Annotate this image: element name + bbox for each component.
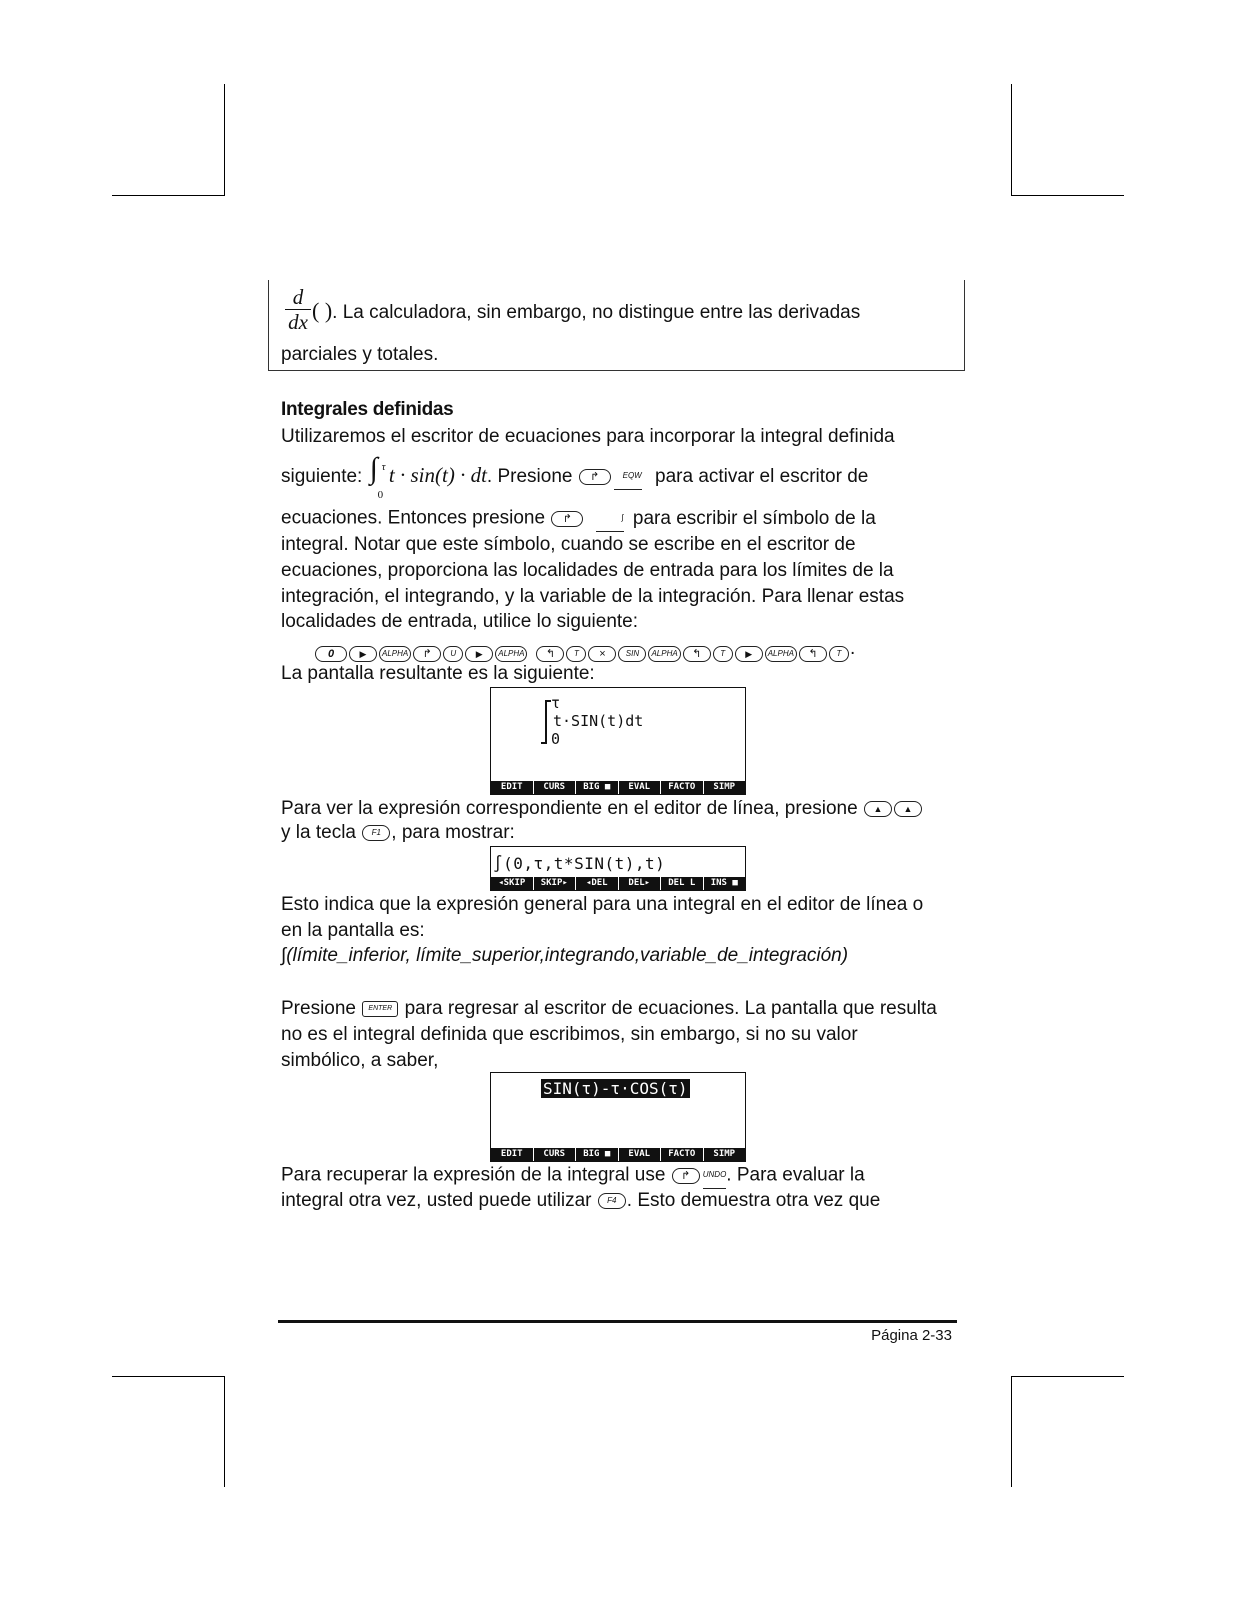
p6-line-1a: Para recuperar la expresión de la integral use <box>281 1164 666 1186</box>
p6-line-2 <box>281 1188 880 1214</box>
alpha-key-2[interactable]: ALPHA <box>495 646 527 662</box>
crop-mark-bl-h <box>112 1376 225 1377</box>
left-shift-key-3[interactable]: ↰ <box>799 646 827 662</box>
p5-line-1a: Presione <box>281 998 356 1019</box>
p4-line-1: Esto indica que la expresión general para una integral en el editor de línea o <box>281 894 924 915</box>
alpha-key-3[interactable]: ALPHA <box>648 646 680 662</box>
p1-siguiente: siguiente: <box>281 466 363 487</box>
resulting-screen-label: La pantalla resultante es la siguiente: <box>281 663 595 684</box>
p4-line-2: en la pantalla es: <box>281 920 425 941</box>
crop-mark-br-h <box>1011 1376 1124 1377</box>
p4-general-form: ∫(límite_inferior, límite_superior,integrando,variable_de_integración) <box>281 945 849 966</box>
softkey-edit[interactable]: EDIT <box>500 782 523 792</box>
softkey-facto-2[interactable]: FACTO <box>660 1148 703 1161</box>
screen2-softmenu <box>491 877 745 890</box>
note-line-1 <box>312 298 860 326</box>
crop-mark-tl-v <box>224 84 225 195</box>
right-shift-key[interactable]: ↱ <box>579 469 611 485</box>
p6-line-2b: . Esto demuestra otra vez que <box>626 1190 881 1211</box>
fraction-parens: ( ) <box>312 298 333 323</box>
softkey-del-line[interactable]: DEL L <box>660 877 703 890</box>
note-line-2: parciales y totales. <box>281 344 439 365</box>
fraction-denominator: dx <box>288 310 308 334</box>
integral-lower: 0 <box>377 489 384 501</box>
p2-line-4: integración, el integrando, y la variable de la integración. Para llenar estas <box>281 586 905 607</box>
softkey-skip-left[interactable]: ◂SKIP <box>498 878 526 888</box>
right-shift-key-4[interactable]: ↱ <box>672 1168 700 1184</box>
crop-mark-br-v <box>1011 1376 1012 1487</box>
screen1-lower-limit: 0 <box>551 730 561 748</box>
section-heading: Integrales definidas <box>281 399 454 420</box>
fraction-numerator: d <box>292 285 304 309</box>
softkey-ins[interactable]: INS ■ <box>703 877 746 890</box>
p2-line-2: integral. Notar que este símbolo, cuando se escribe en el escritor de <box>281 534 856 555</box>
p2-line-3: ecuaciones, proporciona las localidades de entrada para los límites de la <box>281 560 894 581</box>
t-key-2[interactable]: T <box>713 646 733 662</box>
calculator-screen-3 <box>490 1072 746 1162</box>
integral-formula-wrap <box>368 452 386 501</box>
note-line-1-text: . La calculadora, sin embargo, no distingue entre las derivadas <box>332 302 861 323</box>
softkey-edit-2[interactable]: EDIT <box>500 1149 523 1159</box>
page-number: Página 2-33 <box>871 1327 952 1344</box>
right-arrow-key-2[interactable]: ▶ <box>465 646 493 662</box>
softkey-simp-2[interactable]: SIMP <box>703 1148 746 1161</box>
times-key[interactable]: × <box>588 646 616 662</box>
softkey-curs-2[interactable]: CURS <box>533 1148 576 1161</box>
p3-line-2 <box>281 820 515 846</box>
p5-line-1 <box>281 996 937 1022</box>
screen1-integral-bottom-hook <box>541 742 547 744</box>
softkey-eval-2[interactable]: EVAL <box>618 1148 661 1161</box>
p5-line-3: simbólico, a saber, <box>281 1050 439 1071</box>
footer-rule <box>278 1320 957 1323</box>
p1-activate: para activar el escritor de <box>655 466 869 487</box>
alpha-key-4[interactable]: ALPHA <box>765 646 797 662</box>
sin-key[interactable]: SIN <box>618 646 646 662</box>
p2-line-1b: para escribir el símbolo de la <box>632 507 876 529</box>
screen1-integral-sign <box>545 700 547 744</box>
p3-line-2a: y la tecla <box>281 822 356 843</box>
p5-line-1b: para regresar al escritor de ecuaciones. La pantalla que resulta <box>404 998 937 1019</box>
calculator-screen-1 <box>490 687 746 795</box>
screen1-upper-limit: τ <box>551 694 561 712</box>
softkey-skip-right[interactable]: SKIP▸ <box>533 877 576 890</box>
softkey-big-2[interactable]: BIG ■ <box>575 1148 618 1161</box>
f4-key[interactable]: F4 <box>598 1193 626 1209</box>
softkey-facto[interactable]: FACTO <box>660 781 703 794</box>
right-arrow-key-3[interactable]: ▶ <box>735 646 763 662</box>
screen3-softmenu <box>491 1148 745 1161</box>
p1-presione: . Presione <box>486 466 573 487</box>
screen3-expression: SIN(τ)-τ·COS(τ) <box>543 1079 688 1098</box>
screen2-expression: ∫(0,τ,t*SIN(t),t) <box>493 854 666 873</box>
u-key[interactable]: U <box>443 646 463 662</box>
eqw-label: EQW <box>614 463 642 490</box>
p3-line-1 <box>281 796 923 822</box>
p3-line-2b: , para mostrar: <box>391 822 515 843</box>
t-key[interactable]: T <box>566 646 586 662</box>
crop-mark-tr-v <box>1011 84 1012 195</box>
p6-line-1b: . Para evaluar la <box>726 1164 865 1186</box>
softkey-curs[interactable]: CURS <box>533 781 576 794</box>
p1-line-2 <box>281 452 869 501</box>
crop-mark-tl-h <box>112 195 225 196</box>
calculator-screen-2 <box>490 846 746 891</box>
derivative-fraction <box>285 286 311 333</box>
alpha-key[interactable]: ALPHA <box>379 646 411 662</box>
up-arrow-key[interactable]: ▲ <box>864 801 892 817</box>
p2-line-1 <box>281 505 876 532</box>
screen1-softmenu <box>491 781 745 794</box>
integral-sign: ∫ <box>369 452 378 485</box>
softkey-eval[interactable]: EVAL <box>618 781 661 794</box>
undo-label: UNDO <box>703 1162 727 1189</box>
p2-line-5: localidades de entrada, utilice lo siguiente: <box>281 611 639 632</box>
left-shift-key-2[interactable]: ↰ <box>683 646 711 662</box>
right-arrow-key[interactable]: ▶ <box>349 646 377 662</box>
integral-upper: τ <box>381 461 386 473</box>
right-shift-key-2[interactable]: ↱ <box>551 511 583 527</box>
keystroke-sequence <box>314 640 855 663</box>
p5-line-2: no es el integral definida que escribimos, sin embargo, si no su valor <box>281 1024 858 1045</box>
softkey-del-right[interactable]: DEL▸ <box>618 877 661 890</box>
f1-key[interactable]: F1 <box>362 825 390 841</box>
t-key-3[interactable]: T <box>829 646 849 662</box>
p6-line-2a: integral otra vez, usted puede utilizar <box>281 1190 592 1211</box>
p1-line-1: Utilizaremos el escritor de ecuaciones para incorporar la integral definida <box>281 426 895 447</box>
left-shift-key[interactable]: ↰ <box>536 646 564 662</box>
softkey-del-left[interactable]: ◂DEL <box>575 877 618 890</box>
enter-key[interactable]: ENTER <box>362 1001 398 1017</box>
right-shift-key-3[interactable]: ↱ <box>413 646 441 662</box>
up-arrow-key-2[interactable]: ▲ <box>894 801 922 817</box>
sequence-period: . <box>849 638 856 659</box>
crop-mark-tr-h <box>1011 195 1124 196</box>
crop-mark-bl-v <box>224 1376 225 1487</box>
p2-line-1a: ecuaciones. Entonces presione <box>281 507 546 529</box>
zero-key[interactable]: 0 <box>315 646 347 662</box>
softkey-big[interactable]: BIG ■ <box>575 781 618 794</box>
integral-shift-label: ∫ <box>596 505 624 532</box>
integral-formula: t · sin(t) · dt <box>388 463 487 487</box>
screen1-expression: t·SIN(t)dt <box>553 712 644 730</box>
p6-line-1 <box>281 1162 865 1189</box>
softkey-simp[interactable]: SIMP <box>703 781 746 794</box>
p3-line-1-text: Para ver la expresión correspondiente en el editor de línea, presione <box>281 798 858 819</box>
